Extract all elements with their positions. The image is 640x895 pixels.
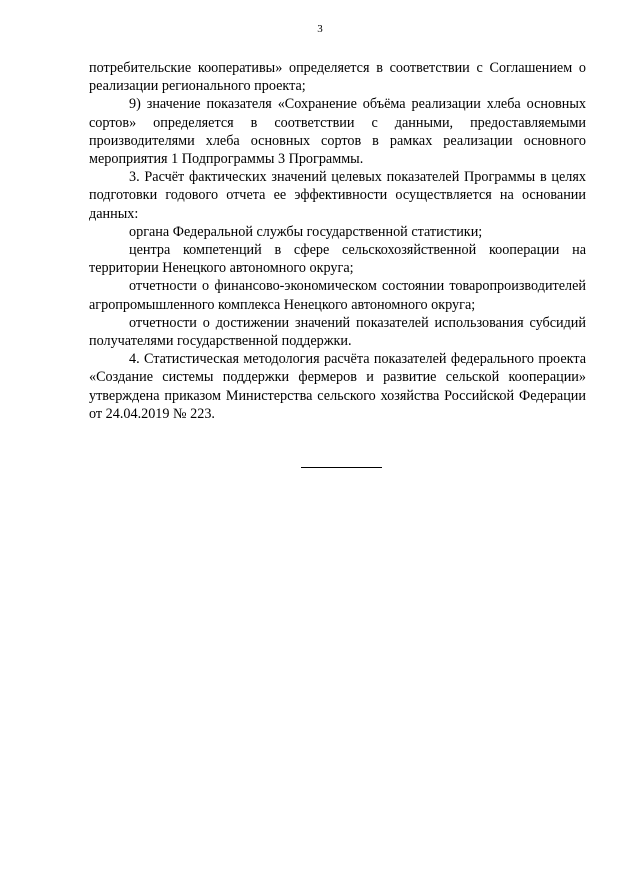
end-of-document-line xyxy=(301,467,382,468)
paragraph-bread-indicator: 9) значение показателя «Сохранение объёма реализации хлеба основных сортов» определяется в соответствии с данными, предоставляемыми производителями хлеба основных сортов в рамках реализации основного мероприятия 1 Подпрограммы 3 Программы. xyxy=(89,96,586,168)
paragraph-statistical-methodology: 4. Статистическая методология расчёта показателей федерального проекта «Создание системы поддержки фермеров и развитие сельской кооперации» утверждена приказом Министерства сельского хозяйства Российской Федерации от 24.04.2019 № 223. xyxy=(89,351,586,422)
list-item-statistics-service: органа Федеральной службы государственной статистики; xyxy=(129,223,483,240)
page-number: 3 xyxy=(317,23,323,35)
list-item-financial-reporting: отчетности о финансово-экономическом состоянии товаропроизводителей агропромышленного комплекса Ненецкого автономного округа; xyxy=(89,278,586,313)
paragraph-cooperatives-continuation: потребительские кооперативы» определяется в соответствии с Соглашением о реализации регионального проекта; xyxy=(89,60,586,95)
list-item-subsidy-reporting: отчетности о достижении значений показателей использования субсидий получателями государственной поддержки. xyxy=(89,314,586,350)
list-item-competence-center: центра компетенций в сфере сельскохозяйственной кооперации на территории Ненецкого автономного округа; xyxy=(89,242,586,277)
paragraph-actual-values-calculation: 3. Расчёт фактических значений целевых показателей Программы в целях подготовки годового отчета ее эффективности осуществляется на основании данных: xyxy=(89,169,586,222)
document-body xyxy=(89,59,586,423)
